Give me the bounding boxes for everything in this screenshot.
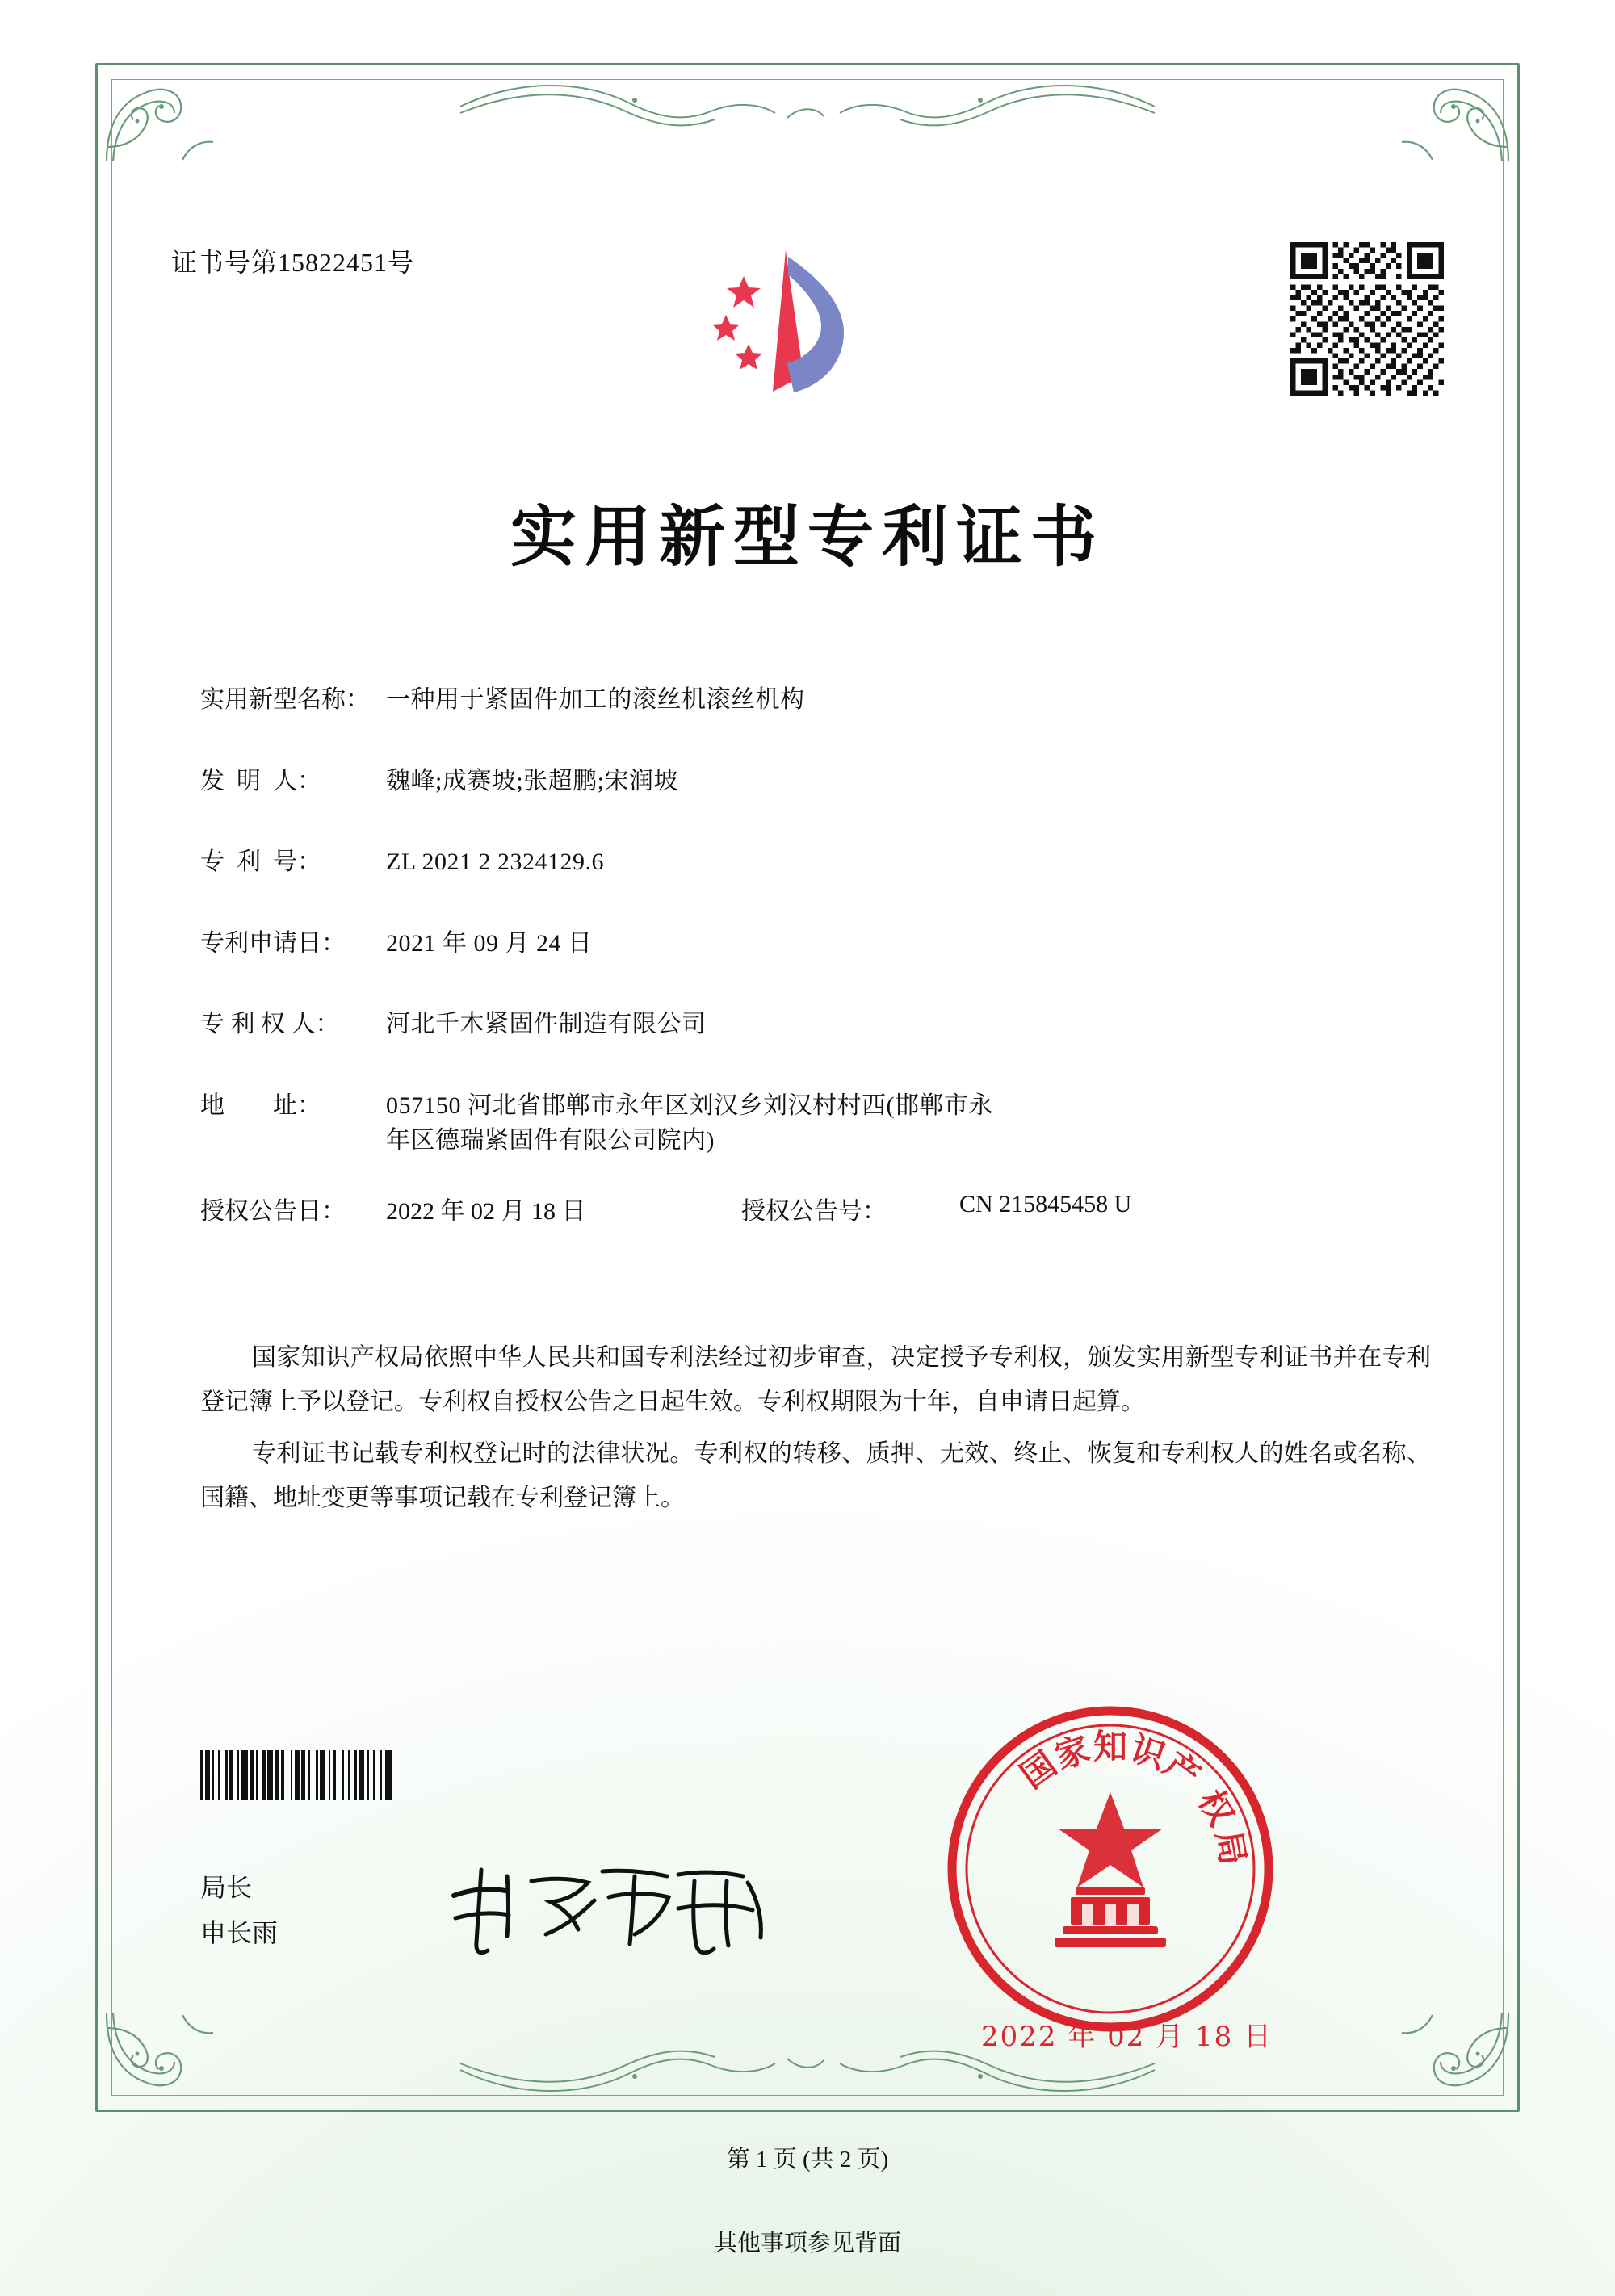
field-label: 专 利 号： <box>200 848 321 875</box>
svg-text:产: 产 <box>1156 1744 1208 1796</box>
field-row-application-date <box>200 926 1429 962</box>
field-value: 2021 年 09 月 24 日 <box>386 929 593 957</box>
signature-name: 申长雨 <box>200 1918 279 1947</box>
svg-text:识: 识 <box>1126 1728 1171 1777</box>
page-number: 第 1 页 (共 2 页) <box>726 2147 889 2172</box>
fields-block <box>200 682 1429 1251</box>
grant-date-value: 2022 年 02 月 18 日 <box>386 1197 586 1225</box>
legal-text-block <box>200 1336 1431 1528</box>
qr-code-icon <box>1290 242 1444 396</box>
field-label: 发 明 人： <box>200 767 321 794</box>
back-side-note: 其他事项参见背面 <box>713 2231 901 2256</box>
field-row-utility-model-name <box>200 682 1429 718</box>
svg-text:家: 家 <box>1050 1728 1095 1777</box>
field-row-patent-number <box>200 844 1429 880</box>
field-label: 专 利 权 人： <box>200 1011 340 1037</box>
field-label: 地 址： <box>200 1091 321 1119</box>
address-line-1: 057150 河北省邯郸市永年区刘汉乡刘汉村村西(邯郸市永 <box>386 1091 993 1119</box>
signature-block <box>200 1865 278 1955</box>
field-value <box>386 1088 1242 1158</box>
patent-office-logo-icon <box>682 242 892 428</box>
page-title: 实用新型专利证书 <box>510 498 1105 576</box>
barcode <box>200 1750 604 1800</box>
field-row-inventors <box>200 764 1429 799</box>
field-label: 专利申请日： <box>200 929 346 957</box>
field-label: 实用新型名称： <box>200 686 370 713</box>
legal-paragraph-2: 专利证书记载专利权登记时的法律状况。专利权的转移、质押、无效、终止、恢复和专利权人的姓名或名称、国籍、地址变更等事项记载在专利登记簿上。 <box>200 1440 1431 1511</box>
grant-number-value: CN 215845458 U <box>959 1190 1132 1217</box>
field-value: ZL 2021 2 2324129.6 <box>386 848 605 875</box>
field-value: 魏峰;成赛坡;张超鹏;宋润坡 <box>386 767 679 794</box>
legal-paragraph-1: 国家知识产权局依照中华人民共和国专利法经过初步审查，决定授予专利权，颁发实用新型专利证书并在专利登记簿上予以登记。专利权自授权公告之日起生效。专利权期限为十年，自申请日起算。 <box>200 1344 1431 1415</box>
handwritten-signature-icon <box>436 1849 783 1970</box>
svg-text:权: 权 <box>1190 1783 1242 1833</box>
grant-number-label: 授权公告号： <box>741 1197 887 1225</box>
official-red-seal-icon <box>937 1695 1284 2043</box>
field-row-address <box>200 1088 1429 1158</box>
seal-date: 2022 年 02 月 18 日 <box>981 2021 1273 2053</box>
field-value: 河北千木紧固件制造有限公司 <box>386 1011 707 1037</box>
field-row-grant <box>200 1191 1429 1226</box>
address-line-2: 年区德瑞紧固件有限公司院内) <box>386 1127 715 1154</box>
signature-role: 局长 <box>200 1873 253 1902</box>
certificate-number: 证书号第15822451号 <box>171 248 415 277</box>
field-value: 一种用于紧固件加工的滚丝机滚丝机构 <box>386 686 805 713</box>
svg-text:国: 国 <box>1013 1744 1064 1796</box>
field-row-patentee <box>200 1007 1429 1042</box>
top-ornament-icon <box>444 71 1171 144</box>
grant-date-label: 授权公告日： <box>200 1197 346 1225</box>
svg-text:局: 局 <box>1208 1827 1253 1868</box>
svg-text:知: 知 <box>1093 1727 1128 1766</box>
